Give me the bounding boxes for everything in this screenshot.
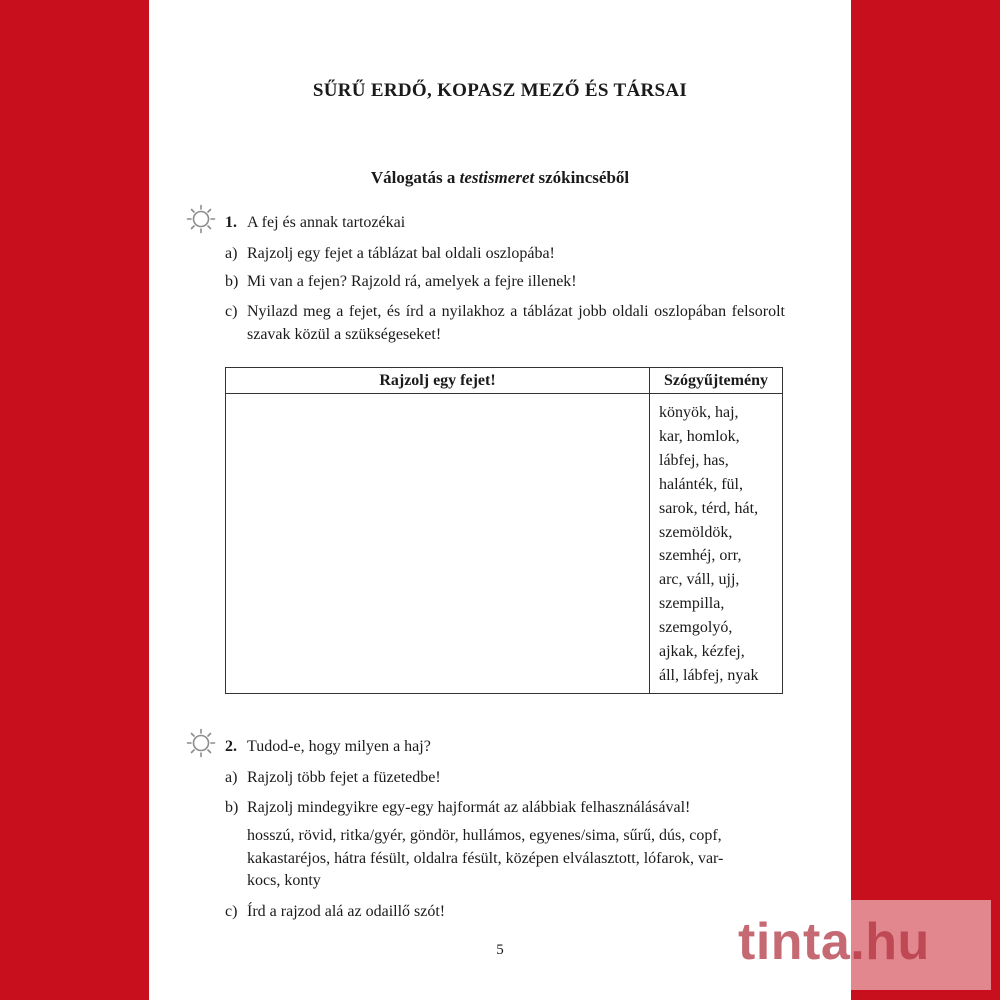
word-list: [651, 395, 781, 688]
item-text: Rajzolj mindegyikre egy-egy hajformát az alábbiak felhasználásával!: [247, 799, 691, 816]
chapter-title: SŰRŰ ERDŐ, KOPASZ MEZŐ ÉS TÁRSAI: [312, 80, 688, 101]
item-label: b): [225, 799, 239, 816]
word-list-line: ajkak, kézfej,: [659, 643, 745, 661]
exercise-2-item-c: [225, 900, 785, 923]
item-text: Rajzolj több fejet a füzetedbe!: [247, 769, 441, 786]
word-list-line: lábfej, has,: [659, 451, 729, 469]
exercise-1-heading: [225, 211, 405, 234]
word-list-line: szemöldök,: [659, 523, 733, 541]
word-list-line: kar, homlok,: [659, 427, 740, 445]
exercise-1-number: 1.: [225, 214, 237, 231]
subtitle-suffix: szókincséből: [534, 168, 630, 187]
watermark-text: tinta.hu: [738, 913, 930, 971]
exercise-2-number: 2.: [225, 738, 237, 755]
word-list-line: szempilla,: [659, 595, 725, 613]
exercise-2-title: Tudod-e, hogy milyen a haj?: [247, 738, 431, 755]
word-list-line: könyök, haj,: [659, 404, 739, 421]
subtitle-prefix: Válogatás a: [370, 168, 460, 187]
hair-word-list: [247, 825, 787, 893]
word-list-line: áll, lábfej, nyak: [659, 666, 759, 684]
exercise-1-item-a: [225, 242, 785, 265]
word-list-line: sarok, térd, hát,: [659, 499, 759, 517]
item-text: Írd a rajzod alá az odaillő szót!: [247, 903, 446, 920]
item-text: Mi van a fejen? Rajzold rá, amelyek a fejre illenek!: [247, 273, 577, 290]
exercise-2-item-b: [225, 796, 785, 819]
item-label: b): [225, 273, 239, 290]
word-list-line: szemgolyó,: [659, 619, 733, 637]
section-subtitle: [149, 168, 851, 188]
book-page: [149, 0, 851, 1000]
item-text: Nyilazd meg a fejet, és írd a nyilakhoz a táblázat jobb oldali oszlopában felsorolt szavak közül a szükségeseket!: [247, 303, 785, 343]
exercise-1-item-b: [225, 270, 785, 293]
drawing-area[interactable]: [226, 394, 650, 694]
word-list-line: szemhéj, orr,: [659, 547, 742, 565]
hair-word-line: hosszú, rövid, ritka/gyér, göndör, hullámos, egyenes/sima, sűrű, dús, copf,: [247, 827, 722, 844]
item-label: a): [225, 245, 238, 262]
sun-icon: [186, 728, 216, 758]
exercise-1-title: A fej és annak tartozékai: [247, 214, 406, 231]
word-list-line: halánték, fül,: [659, 475, 743, 493]
page-number: 5: [496, 942, 504, 958]
vocabulary-table: [225, 367, 783, 694]
subtitle-italic: testismeret: [459, 168, 535, 187]
draw-column-header: Rajzolj egy fejet!: [226, 368, 650, 394]
hair-word-line: kocs, konty: [247, 872, 321, 889]
sun-icon: [186, 204, 216, 234]
item-text: Rajzolj egy fejet a táblázat bal oldali oszlopába!: [247, 245, 555, 262]
words-column-header: Szógyűjtemény: [650, 368, 783, 394]
item-label: a): [225, 769, 238, 786]
hair-word-line: kakastaréjos, hátra fésült, oldalra fésült, középen elválasztott, lófarok, var-: [247, 849, 724, 867]
exercise-2-heading: [225, 735, 431, 758]
word-list-line: arc, váll, ujj,: [659, 571, 740, 589]
exercise-2-item-a: [225, 766, 785, 789]
item-label: c): [225, 303, 238, 320]
item-label: c): [225, 903, 238, 920]
word-collection-cell: [650, 394, 783, 694]
exercise-1-item-c: [225, 300, 785, 350]
